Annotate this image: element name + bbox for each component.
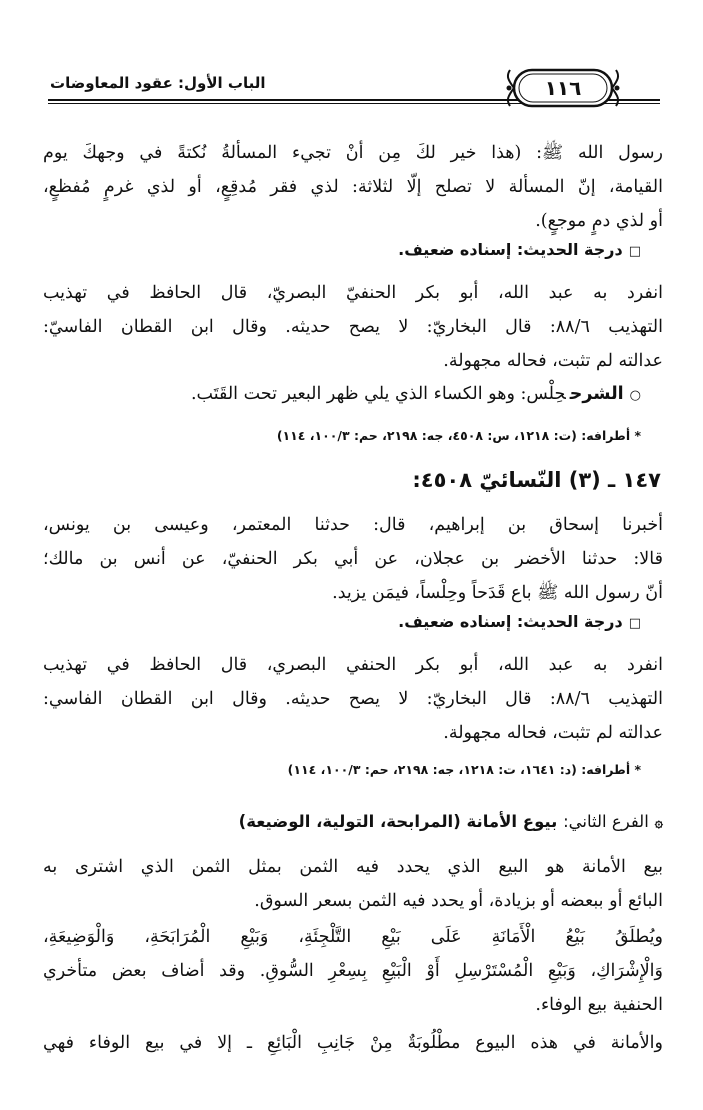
section-label: الفرع الثاني:: [563, 812, 649, 831]
text-line: انفرد به عبد الله، أبو بكر الحنفي البصري، قال الحافظ في تهذيب: [43, 655, 663, 675]
atraf-references: * أطرافه: (ت: ١٢١٨، س: ٤٥٠٨، جه: ٢١٩٨، حم: ١٠٠/٣، ١١٤): [276, 428, 641, 443]
grade-note: [43, 276, 663, 378]
text-line: والأمانة في هذه البيوع مطْلُوبَةٌ مِنْ جَانِبِ الْبَائِعِ ـ إلا في بيع الوفاء فهي: [43, 1033, 663, 1053]
hadith-grade: [398, 612, 641, 631]
page-number-ornament: [504, 66, 622, 110]
text-line: القيامة، إنّ المسألة لا تصلح إلّا لثلاثة: لذي فقر مُدقِعٍ، أو لذي غرمٍ مُفظعٍ،: [43, 177, 663, 197]
hadith-text-continued: [43, 136, 663, 238]
text-line: التهذيب ٨٨/٦: قال البخاريّ: لا يصح حديثه. وقال ابن القطان الفاسي:: [43, 689, 663, 709]
sharh-label: الشرح: [569, 384, 624, 404]
page-header: [48, 66, 660, 110]
square-bullet-icon: □: [628, 616, 641, 631]
square-bullet-icon: □: [628, 244, 641, 259]
grade-text: درجة الحديث: إسناده ضعيف.: [398, 612, 623, 631]
text-line: رسول الله ﷺ: (هذا خير لكَ مِن أنْ تجيء المسألةُ نُكتةً في وجهكَ يوم: [43, 143, 663, 163]
sharh-note: [191, 384, 641, 404]
text-line: قالا: حدثنا الأخضر بن عجلان، عن أبي بكر الحنفيّ، عن أنس بن مالك؛: [43, 549, 663, 569]
grade-note: [43, 648, 663, 750]
chapter-title: الباب الأول: عقود المعاوضات: [48, 74, 272, 92]
sharh-text: حِلْس: وهو الكساء الذي يلي ظهر البعير تحت القَتَب.: [190, 384, 566, 404]
paragraph: [43, 920, 663, 1022]
page-number: ١١٦: [544, 76, 582, 100]
text-line: بيع الأمانة هو البيع الذي يحدد فيه الثمن بمثل الثمن الذي اشترى به: [43, 857, 663, 877]
text-line: الحنفية بيع الوفاء.: [535, 995, 663, 1015]
section-heading: [239, 812, 663, 831]
text-line: وَالْإِشْرَاكِ، وَبَيْعِ الْمُسْتَرْسِلِ أَوْ الْبَيْعِ بِسِعْرِ السُّوقِ. وقد أضاف بعض متأخري: [43, 961, 663, 981]
text-line: عدالته لم تثبت، فحاله مجهولة.: [443, 351, 663, 371]
atraf-references: * أطرافه: (د: ١٦٤١، ت: ١٢١٨، جه: ٢١٩٨، حم: ١٠٠/٣، ١١٤): [287, 762, 641, 777]
text-line: ويُطلَقُ بَيْعُ الْأَمَانَةِ عَلَى بَيْعِ التَّلْجِئَةِ، وَبَيْعِ الْمُرَابَحَةِ، وَالْوَضِيعَةِ،: [43, 927, 663, 947]
text-line: عدالته لم تثبت، فحاله مجهولة.: [443, 723, 663, 743]
hadith-grade: [398, 240, 641, 259]
text-line: أخبرنا إسحاق بن إبراهيم، قال: حدثنا المعتمر، وعيسى بن يونس،: [43, 515, 663, 535]
paragraph: [43, 1026, 663, 1060]
grade-text: درجة الحديث: إسناده ضعيف.: [398, 240, 623, 259]
text-line: أنّ رسول الله ﷺ باع قَدَحاً وحِلْساً، فيمَن يزيد.: [332, 583, 663, 603]
text-line: انفرد به عبد الله، أبو بكر الحنفيّ البصريّ، قال الحافظ في تهذيب: [43, 283, 663, 303]
text-line: البائع أو ببعضه أو بزيادة، أو يحدد فيه الثمن بسعر السوق.: [254, 891, 663, 911]
paragraph: [43, 850, 663, 918]
ornament-icon: ۞: [654, 815, 663, 831]
text-line: التهذيب ٨٨/٦: قال البخاريّ: لا يصح حديثه. وقال ابن القطان الفاسيّ:: [43, 317, 663, 337]
hadith-heading: ١٤٧ ـ (٣) النّسائيّ ٤٥٠٨:: [412, 468, 661, 492]
hadith-text: [43, 508, 663, 610]
circle-bullet-icon: ○: [629, 388, 641, 403]
section-title: بيوع الأمانة (المرابحة، التولية، الوضيعة): [238, 812, 558, 831]
text-line: أو لذي دمٍ موجعٍ).: [535, 211, 663, 231]
